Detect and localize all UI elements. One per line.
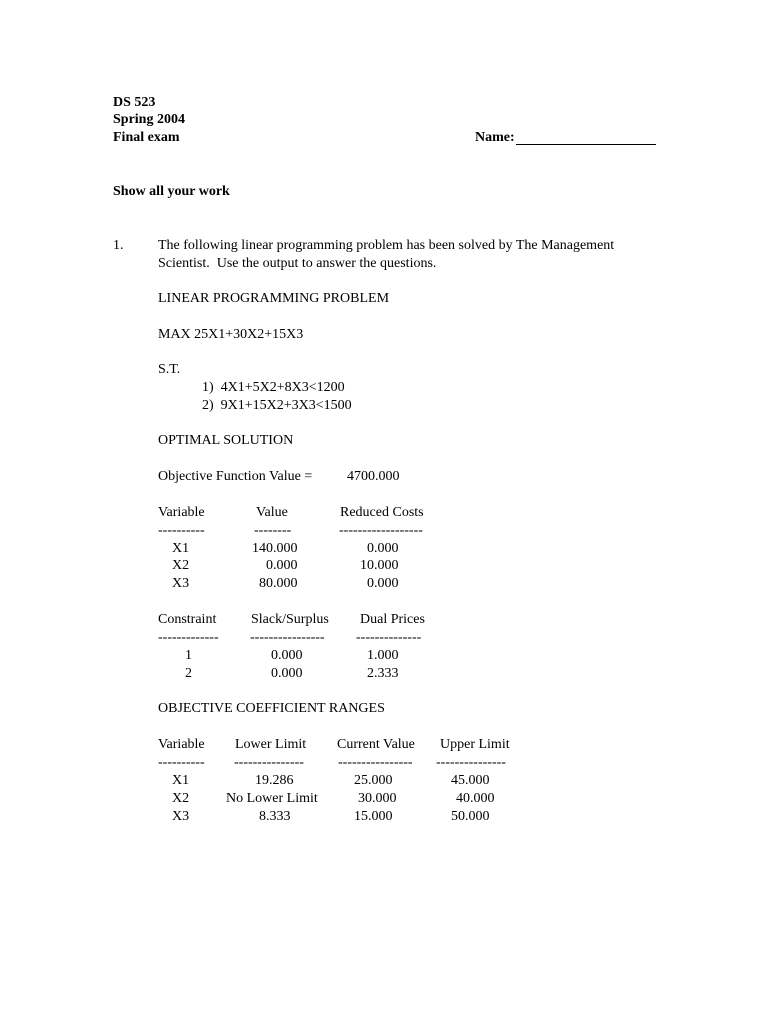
table-cell: X3 [172, 576, 190, 591]
table-cell: 45.000 [451, 773, 490, 788]
table-cell: 2.333 [367, 666, 399, 681]
table-header: Reduced Costs [340, 505, 424, 520]
table-cell: No Lower Limit [226, 791, 318, 806]
instructions: Show all your work [113, 184, 230, 199]
table-divider: ---------- [158, 755, 205, 770]
table-cell: 30.000 [358, 791, 397, 806]
table-cell: 10.000 [360, 558, 399, 573]
objective-function: MAX 25X1+30X2+15X3 [158, 327, 304, 342]
table-cell: 0.000 [271, 648, 303, 663]
table-cell: X2 [172, 791, 190, 806]
table-header: Constraint [158, 612, 217, 627]
table-cell: 1.000 [367, 648, 399, 663]
subject-to-label: S.T. [158, 362, 181, 377]
table-cell: 40.000 [456, 791, 495, 806]
objective-value-label: Objective Function Value = [158, 469, 313, 484]
question-intro-line-1: The following linear programming problem has been solved by The Management [158, 238, 615, 253]
table-cell: 140.000 [252, 541, 298, 556]
table-divider: ---------------- [338, 755, 413, 770]
table-cell: 0.000 [367, 541, 399, 556]
problem-heading: LINEAR PROGRAMMING PROBLEM [158, 291, 390, 306]
table-header: Dual Prices [360, 612, 425, 627]
table-divider: ---------------- [250, 630, 325, 645]
table-cell: 80.000 [259, 576, 298, 591]
table-divider: -------------- [356, 630, 422, 645]
table-header: Current Value [337, 737, 415, 752]
table-divider: ------------------ [339, 523, 423, 538]
term: Spring 2004 [113, 112, 185, 127]
table-cell: 8.333 [259, 809, 291, 824]
table-divider: ------------- [158, 630, 219, 645]
table-cell: 0.000 [266, 558, 298, 573]
table-header: Value [256, 505, 288, 520]
table-divider: -------- [254, 523, 292, 538]
table-header: Variable [158, 505, 205, 520]
table-cell: X1 [172, 773, 190, 788]
table-cell: X2 [172, 558, 190, 573]
ranges-heading: OBJECTIVE COEFFICIENT RANGES [158, 701, 385, 716]
table-cell: 0.000 [367, 576, 399, 591]
question-intro-line-2: Scientist. Use the output to answer the questions. [158, 256, 437, 271]
table-header: Lower Limit [235, 737, 307, 752]
table-cell: 25.000 [354, 773, 393, 788]
table-cell: 1 [185, 648, 192, 663]
table-cell: 2 [185, 666, 192, 681]
table-cell: 50.000 [451, 809, 490, 824]
course-code: DS 523 [113, 95, 156, 110]
solution-heading: OPTIMAL SOLUTION [158, 433, 294, 448]
exam-title: Final exam [113, 130, 180, 145]
table-cell: 19.286 [255, 773, 294, 788]
objective-value: 4700.000 [347, 469, 400, 484]
table-divider: --------------- [436, 755, 506, 770]
constraint-2: 2) 9X1+15X2+3X3<1500 [202, 398, 352, 413]
name-blank-line[interactable] [516, 144, 656, 145]
table-header: Upper Limit [440, 737, 510, 752]
constraint-1: 1) 4X1+5X2+8X3<1200 [202, 380, 345, 395]
name-label: Name: [475, 130, 515, 145]
table-cell: 0.000 [271, 666, 303, 681]
table-divider: ---------- [158, 523, 205, 538]
table-divider: --------------- [234, 755, 304, 770]
table-header: Variable [158, 737, 205, 752]
table-cell: X1 [172, 541, 190, 556]
table-header: Slack/Surplus [251, 612, 329, 627]
question-number: 1. [113, 238, 124, 253]
table-cell: X3 [172, 809, 190, 824]
table-cell: 15.000 [354, 809, 393, 824]
